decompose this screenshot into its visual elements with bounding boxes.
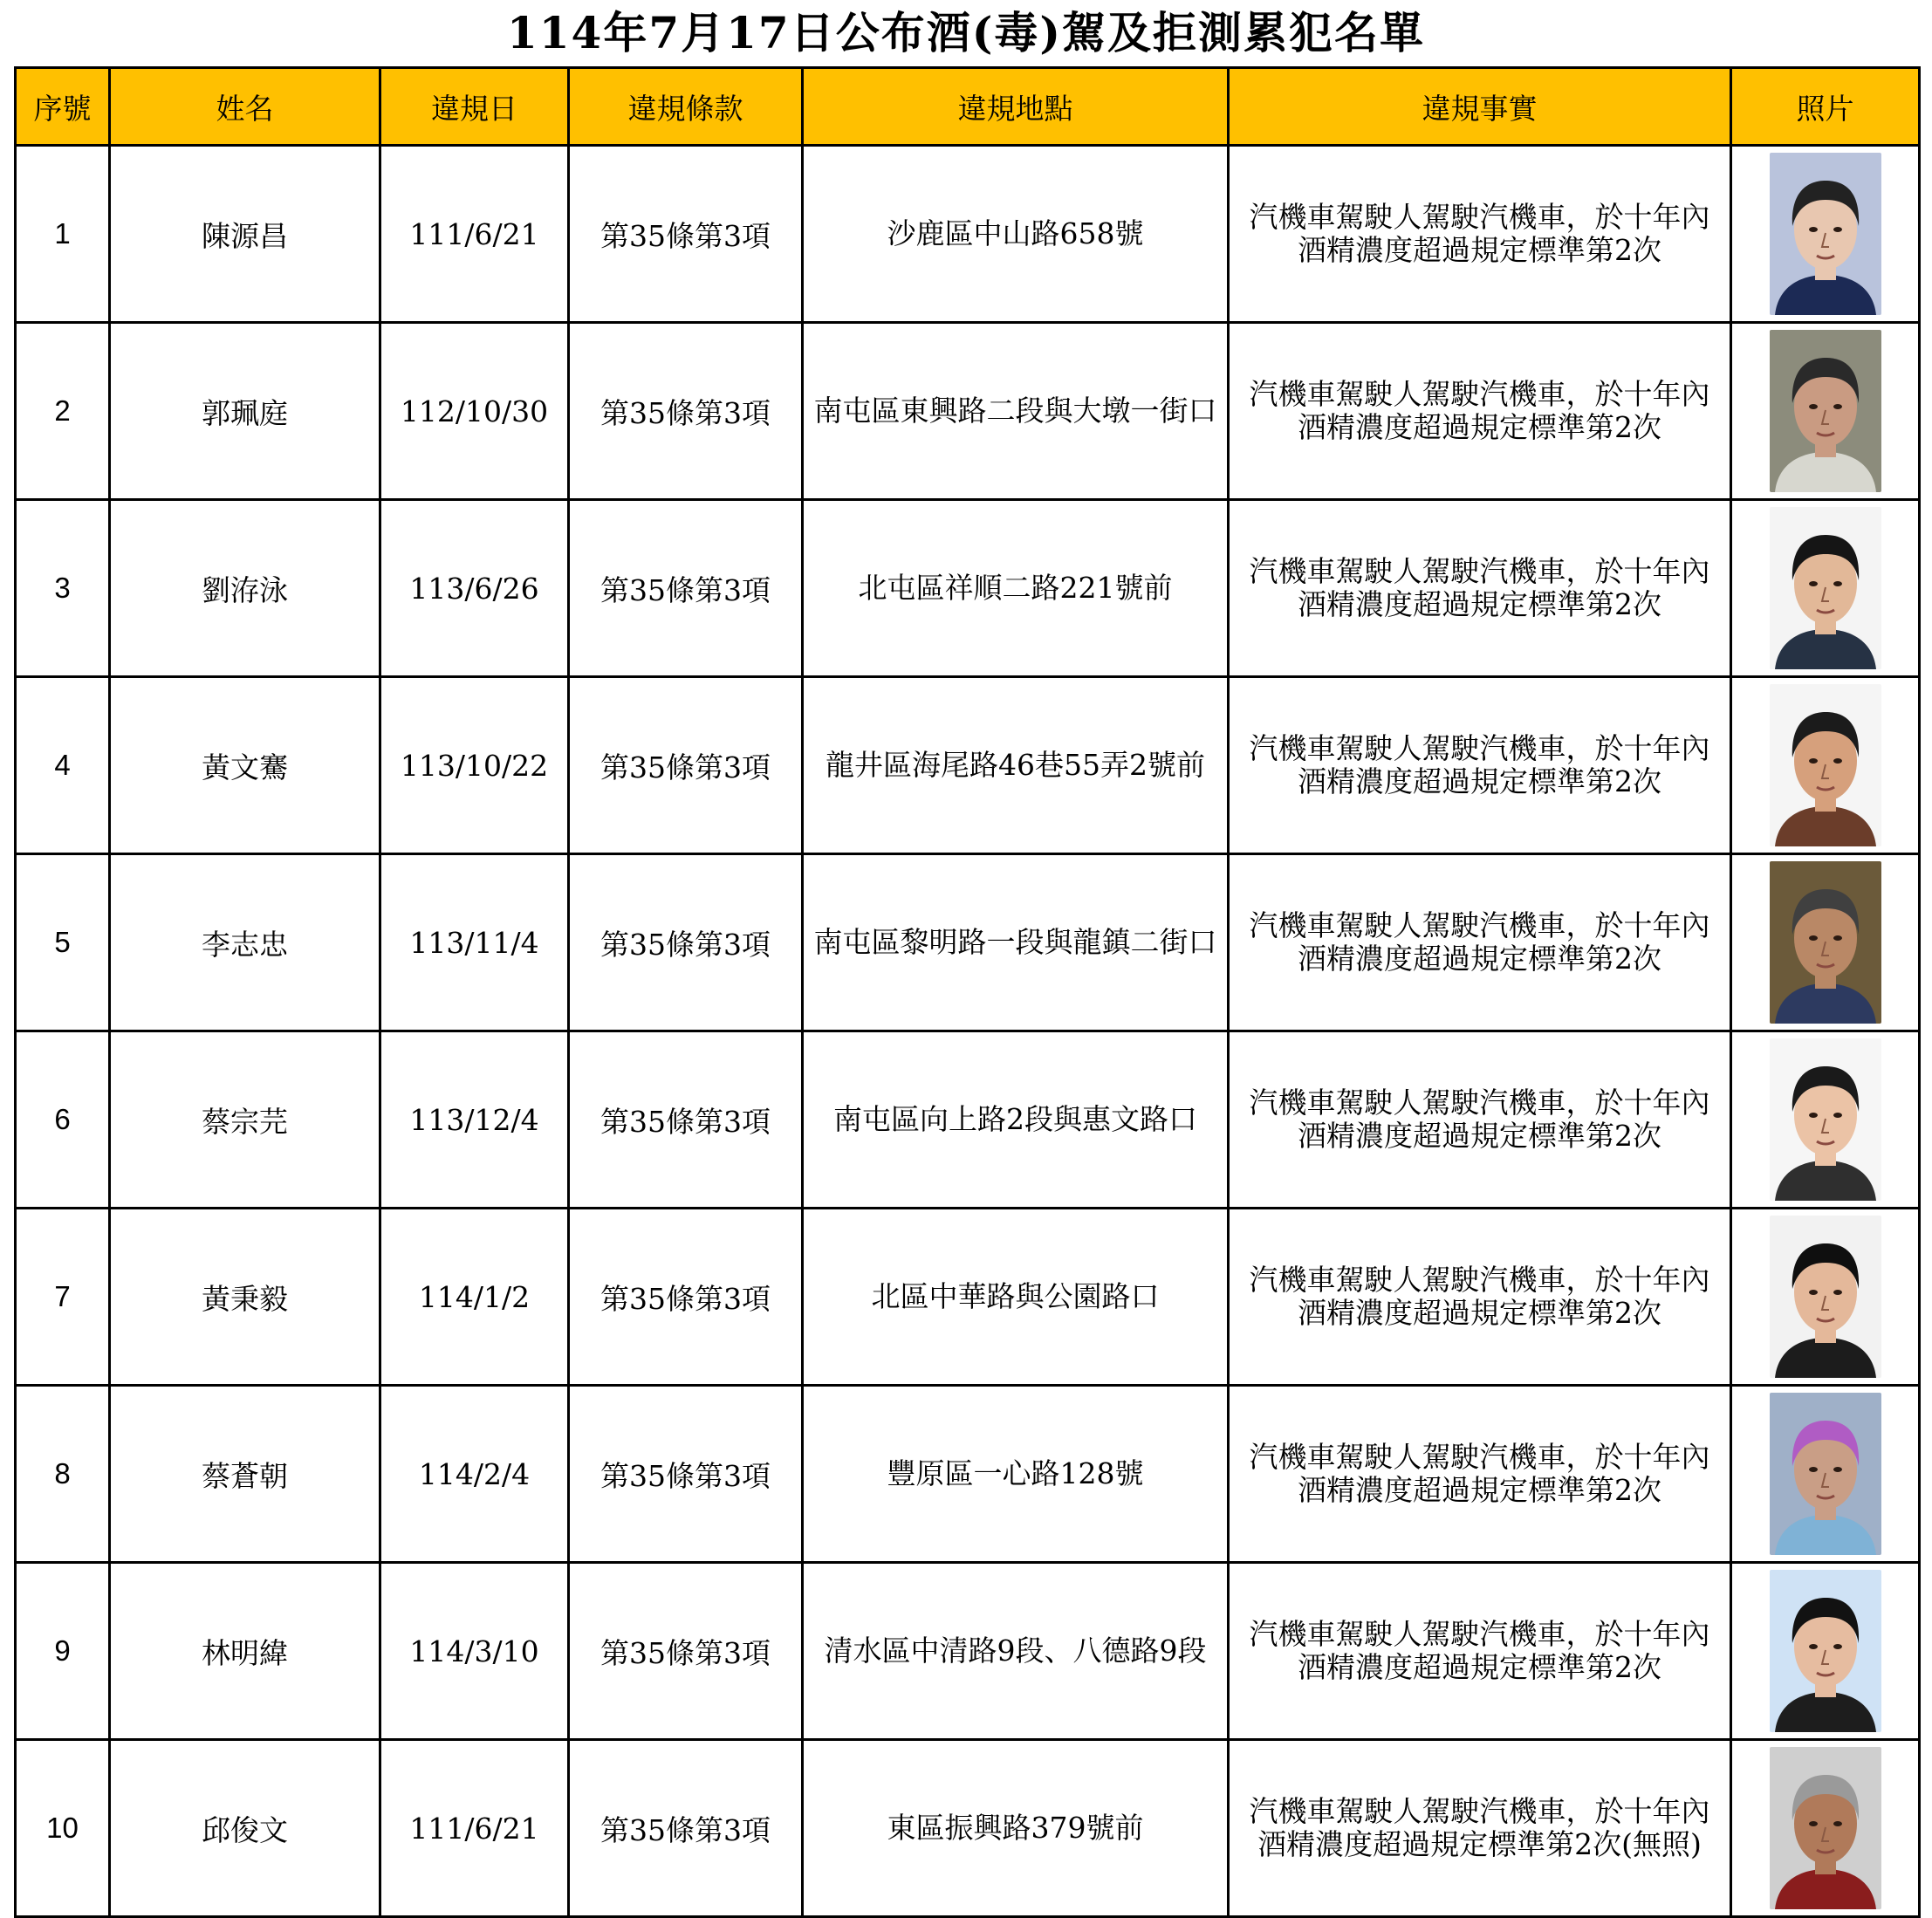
header-photo: 照片 (1731, 68, 1920, 146)
cell-name: 劉洊泳 (110, 500, 380, 677)
fact-line: 汽機車駕駛人駕駛汽機車，於十年內 (1249, 731, 1710, 765)
table-row (16, 1740, 1920, 1917)
cell-seq: 10 (16, 1740, 110, 1917)
table-row (16, 1209, 1920, 1386)
cell-seq: 6 (16, 1031, 110, 1209)
cell-fact (1229, 146, 1731, 323)
cell-fact (1229, 677, 1731, 854)
cell-fact (1229, 1563, 1731, 1740)
cell-article: 第35條第3項 (569, 1386, 803, 1563)
fact-line: 汽機車駕駛人駕駛汽機車，於十年內 (1249, 1086, 1710, 1120)
cell-photo (1731, 854, 1920, 1031)
fact-line: 酒精濃度超過規定標準第2次 (1298, 1119, 1661, 1153)
cell-date: 111/6/21 (380, 146, 569, 323)
cell-date: 111/6/21 (380, 1740, 569, 1917)
cell-article: 第35條第3項 (569, 1031, 803, 1209)
cell-fact (1229, 1209, 1731, 1386)
cell-place: 南屯區向上路2段與惠文路口 (803, 1031, 1229, 1209)
cell-fact (1229, 1031, 1731, 1209)
table-row (16, 1563, 1920, 1740)
cell-name: 邱俊文 (110, 1740, 380, 1917)
cell-name: 林明緯 (110, 1563, 380, 1740)
fact-line: 汽機車駕駛人駕駛汽機車，於十年內 (1249, 554, 1710, 588)
fact-line: 酒精濃度超過規定標準第2次 (1298, 1650, 1661, 1684)
cell-seq: 1 (16, 146, 110, 323)
mugshot-photo (1770, 330, 1881, 492)
cell-date: 114/3/10 (380, 1563, 569, 1740)
fact-line: 酒精濃度超過規定標準第2次(無照) (1257, 1827, 1702, 1861)
fact-line: 酒精濃度超過規定標準第2次 (1298, 764, 1661, 798)
cell-place: 北區中華路與公園路口 (803, 1209, 1229, 1386)
mugshot-photo (1770, 1216, 1881, 1378)
mugshot-photo (1770, 1747, 1881, 1909)
table-row (16, 500, 1920, 677)
mugshot-photo (1770, 861, 1881, 1024)
cell-article: 第35條第3項 (569, 1209, 803, 1386)
cell-seq: 5 (16, 854, 110, 1031)
cell-fact (1229, 854, 1731, 1031)
table-row (16, 854, 1920, 1031)
mugshot-photo (1770, 1570, 1881, 1732)
fact-line: 汽機車駕駛人駕駛汽機車，於十年內 (1249, 1263, 1710, 1297)
header-fact: 違規事實 (1229, 68, 1731, 146)
cell-article: 第35條第3項 (569, 323, 803, 500)
cell-date: 113/12/4 (380, 1031, 569, 1209)
fact-line: 酒精濃度超過規定標準第2次 (1298, 1473, 1661, 1507)
cell-article: 第35條第3項 (569, 500, 803, 677)
cell-seq: 9 (16, 1563, 110, 1740)
cell-name: 黃秉毅 (110, 1209, 380, 1386)
mugshot-photo (1770, 153, 1881, 315)
cell-place: 豐原區一心路128號 (803, 1386, 1229, 1563)
fact-line: 酒精濃度超過規定標準第2次 (1298, 942, 1661, 976)
mugshot-photo (1770, 1393, 1881, 1555)
cell-seq: 4 (16, 677, 110, 854)
cell-place: 南屯區黎明路一段與龍鎮二街口 (803, 854, 1229, 1031)
fact-line: 酒精濃度超過規定標準第2次 (1298, 233, 1661, 267)
mugshot-photo (1770, 684, 1881, 846)
cell-date: 113/11/4 (380, 854, 569, 1031)
cell-seq: 8 (16, 1386, 110, 1563)
cell-photo (1731, 1209, 1920, 1386)
cell-date: 114/1/2 (380, 1209, 569, 1386)
fact-line: 汽機車駕駛人駕駛汽機車，於十年內 (1249, 1440, 1710, 1474)
header-name: 姓名 (110, 68, 380, 146)
cell-photo (1731, 677, 1920, 854)
offender-table (14, 66, 1921, 1918)
cell-article: 第35條第3項 (569, 1563, 803, 1740)
header-seq: 序號 (16, 68, 110, 146)
cell-article: 第35條第3項 (569, 677, 803, 854)
cell-date: 112/10/30 (380, 323, 569, 500)
table-row (16, 677, 1920, 854)
cell-seq: 7 (16, 1209, 110, 1386)
cell-date: 113/10/22 (380, 677, 569, 854)
cell-name: 陳源昌 (110, 146, 380, 323)
cell-date: 113/6/26 (380, 500, 569, 677)
cell-place: 龍井區海尾路46巷55弄2號前 (803, 677, 1229, 854)
cell-photo (1731, 500, 1920, 677)
cell-name: 郭珮庭 (110, 323, 380, 500)
header-date: 違規日 (380, 68, 569, 146)
cell-name: 李志忠 (110, 854, 380, 1031)
cell-photo (1731, 323, 1920, 500)
cell-place: 沙鹿區中山路658號 (803, 146, 1229, 323)
table-row (16, 323, 1920, 500)
cell-date: 114/2/4 (380, 1386, 569, 1563)
fact-line: 汽機車駕駛人駕駛汽機車，於十年內 (1249, 1794, 1710, 1828)
cell-photo (1731, 1031, 1920, 1209)
header-place: 違規地點 (803, 68, 1229, 146)
cell-seq: 2 (16, 323, 110, 500)
cell-photo (1731, 1386, 1920, 1563)
page-title: 114年7月17日公布酒(毒)駕及拒測累犯名單 (506, 7, 1426, 58)
cell-place: 東區振興路379號前 (803, 1740, 1229, 1917)
fact-line: 酒精濃度超過規定標準第2次 (1298, 587, 1661, 621)
cell-fact (1229, 323, 1731, 500)
fact-line: 汽機車駕駛人駕駛汽機車，於十年內 (1249, 1617, 1710, 1651)
cell-photo (1731, 1740, 1920, 1917)
cell-name: 蔡宗芫 (110, 1031, 380, 1209)
fact-line: 汽機車駕駛人駕駛汽機車，於十年內 (1249, 377, 1710, 411)
fact-line: 酒精濃度超過規定標準第2次 (1298, 410, 1661, 444)
cell-article: 第35條第3項 (569, 854, 803, 1031)
cell-fact (1229, 500, 1731, 677)
fact-line: 酒精濃度超過規定標準第2次 (1298, 1296, 1661, 1330)
cell-photo (1731, 146, 1920, 323)
cell-seq: 3 (16, 500, 110, 677)
header-article: 違規條款 (569, 68, 803, 146)
fact-line: 汽機車駕駛人駕駛汽機車，於十年內 (1249, 200, 1710, 234)
table-row (16, 146, 1920, 323)
table-row (16, 1386, 1920, 1563)
cell-name: 黃文騫 (110, 677, 380, 854)
cell-fact (1229, 1386, 1731, 1563)
cell-photo (1731, 1563, 1920, 1740)
mugshot-photo (1770, 507, 1881, 669)
fact-line: 汽機車駕駛人駕駛汽機車，於十年內 (1249, 908, 1710, 942)
mugshot-photo (1770, 1038, 1881, 1201)
cell-place: 南屯區東興路二段與大墩一街口 (803, 323, 1229, 500)
cell-article: 第35條第3項 (569, 146, 803, 323)
cell-fact (1229, 1740, 1731, 1917)
header-row (16, 68, 1920, 146)
cell-place: 清水區中清路9段、八德路9段 (803, 1563, 1229, 1740)
cell-article: 第35條第3項 (569, 1740, 803, 1917)
cell-name: 蔡蒼朝 (110, 1386, 380, 1563)
table-row (16, 1031, 1920, 1209)
cell-place: 北屯區祥順二路221號前 (803, 500, 1229, 677)
